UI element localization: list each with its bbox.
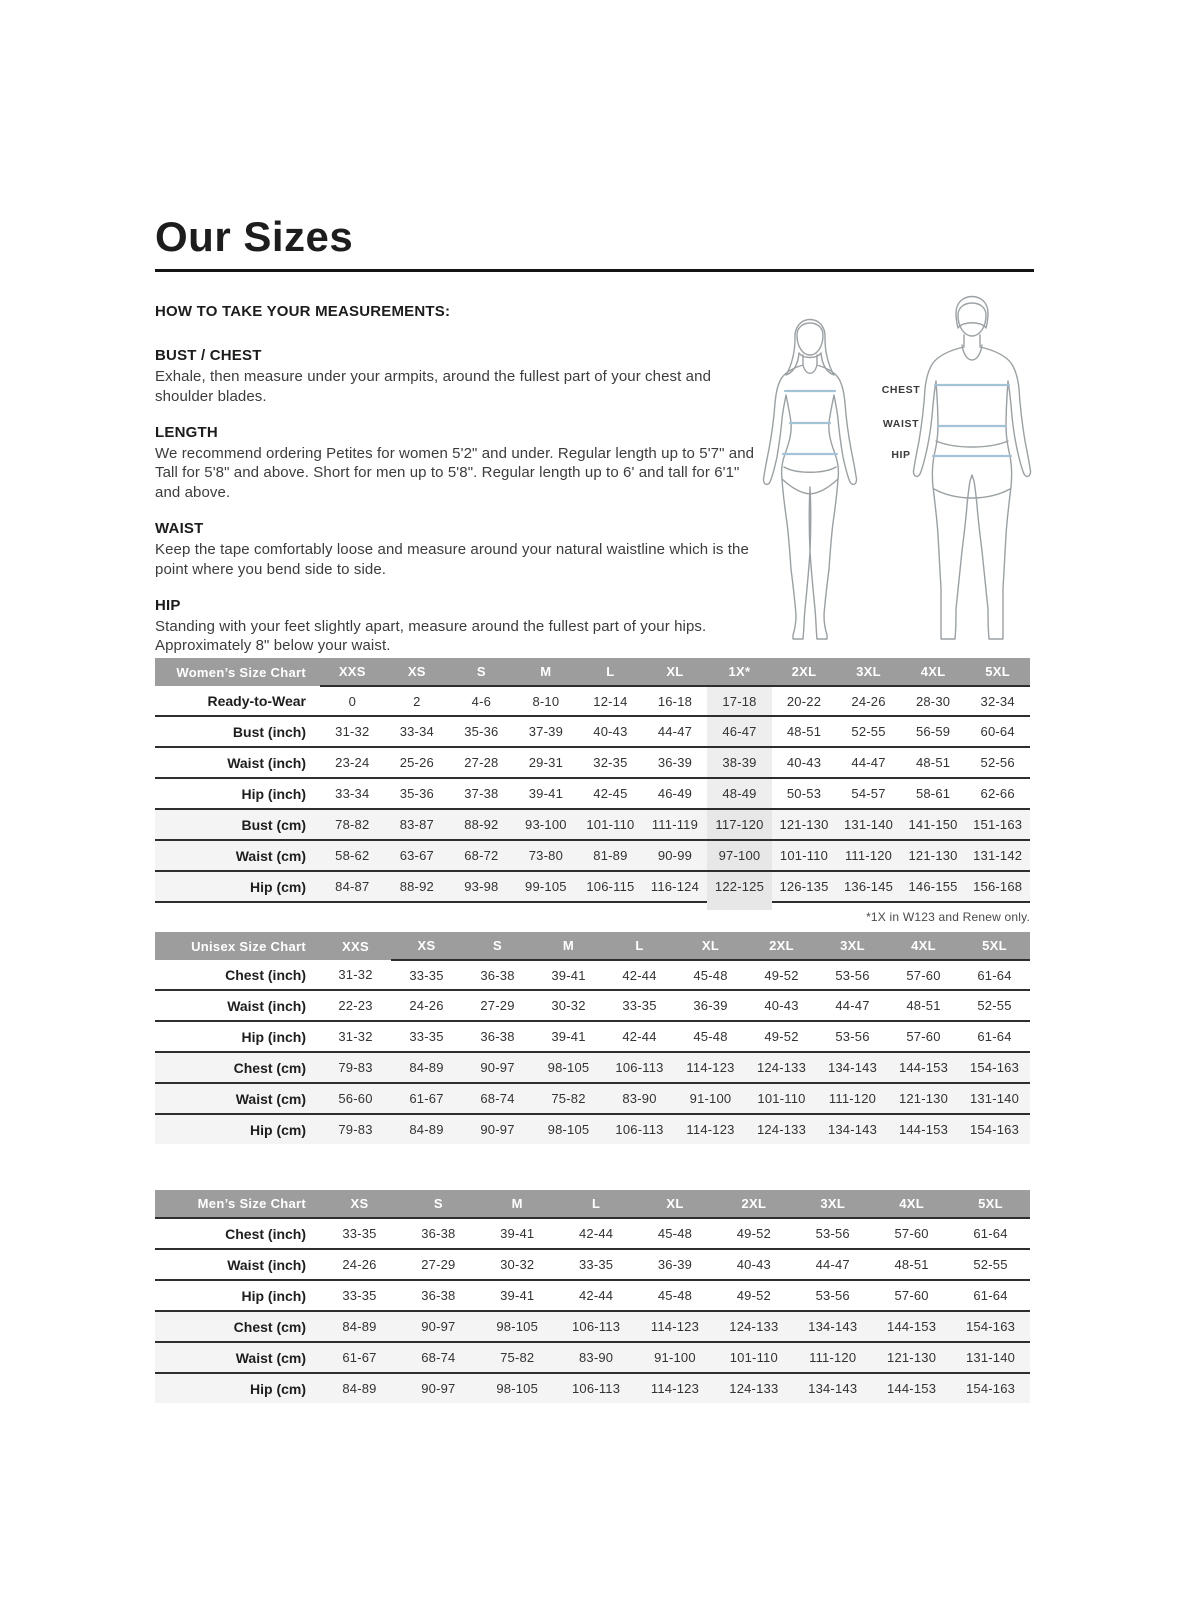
size-value-cell: 40-43 <box>714 1249 793 1280</box>
size-value-cell: 17-18 <box>707 686 772 716</box>
section-title: LENGTH <box>155 423 218 441</box>
size-column-header: M <box>478 1190 557 1218</box>
size-value-cell: 99-105 <box>514 871 579 902</box>
size-value-cell: 33-35 <box>409 967 444 983</box>
unisex-size-chart-section <box>155 932 1030 1144</box>
figure-illustration <box>745 283 1040 651</box>
size-value-cell: 134-143 <box>793 1373 872 1403</box>
size-column-header: 3XL <box>817 932 888 960</box>
size-column-header: XL <box>636 1190 715 1218</box>
size-value-cell: 146-155 <box>901 871 966 902</box>
size-value-cell: 84-87 <box>320 871 385 902</box>
size-value-cell: 84-89 <box>320 1373 399 1403</box>
section-title: HIP <box>155 596 181 614</box>
row-label: Waist (cm) <box>155 1083 320 1114</box>
size-value-cell: 131-142 <box>965 840 1030 871</box>
size-value-cell: 37-38 <box>449 778 514 809</box>
section-body: Keep the tape comfortably loose and measure around your natural waistline which is the point where you bend side to side. <box>155 540 749 578</box>
size-value-cell: 44-47 <box>793 1249 872 1280</box>
size-value-cell: 154-163 <box>959 1114 1030 1144</box>
unisex-size-table <box>155 932 1030 1144</box>
size-value-cell: 136-145 <box>836 871 901 902</box>
size-value-cell: 101-110 <box>578 809 643 840</box>
size-value-cell: 48-51 <box>772 716 837 747</box>
size-value-cell: 90-97 <box>399 1373 478 1403</box>
female-figure-svg <box>751 299 869 649</box>
womens-size-table <box>155 658 1030 903</box>
size-value-cell: 58-62 <box>320 840 385 871</box>
measurement-label-hip: HIP <box>891 449 911 461</box>
size-value-cell: 24-26 <box>851 693 886 709</box>
size-value-cell: 33-35 <box>320 1280 399 1311</box>
size-value-cell: 121-130 <box>888 1083 959 1114</box>
size-value-cell: 93-100 <box>514 809 579 840</box>
table-row <box>155 871 1030 902</box>
section-body: We recommend ordering Petites for women 5'2" and under. Regular length up to 5'7" and Tall for 5'8" and above. Short for men up to 5'8". Regular length up to 6' and tall for 6'1" and above. <box>155 444 755 502</box>
womens-size-chart-section <box>155 658 1030 924</box>
size-value-cell: 32-35 <box>578 747 643 778</box>
size-column-header: L <box>557 1190 636 1218</box>
size-value-cell: 50-53 <box>772 778 837 809</box>
size-value-cell: 134-143 <box>817 1052 888 1083</box>
size-value-cell: 61-67 <box>320 1342 399 1373</box>
size-column-header: L <box>578 658 643 686</box>
row-label: Bust (cm) <box>155 809 320 840</box>
size-column-header: 4XL <box>888 932 959 960</box>
size-value-cell: 122-125 <box>707 871 772 902</box>
section-body: Exhale, then measure under your armpits, around the fullest part of your chest and shoulder blades. <box>155 368 712 405</box>
size-value-cell: 88-92 <box>385 871 450 902</box>
table-row <box>155 1114 1030 1144</box>
size-value-cell: 68-74 <box>462 1083 533 1114</box>
size-value-cell: 36-39 <box>643 747 708 778</box>
row-label: Waist (inch) <box>155 1249 320 1280</box>
size-value-cell: 45-48 <box>657 1226 693 1241</box>
size-value-cell: 44-47 <box>643 716 708 747</box>
size-value-cell: 45-48 <box>693 967 728 983</box>
table-row <box>155 960 1030 990</box>
size-value-cell: 121-130 <box>872 1342 951 1373</box>
size-value-cell: 36-38 <box>462 1021 533 1052</box>
size-value-cell: 39-41 <box>551 967 586 983</box>
size-value-cell: 134-143 <box>817 1114 888 1144</box>
size-value-cell: 73-80 <box>514 840 579 871</box>
size-value-cell: 93-98 <box>449 871 514 902</box>
row-label: Bust (inch) <box>155 716 320 747</box>
page-title: Our Sizes <box>155 213 354 260</box>
size-value-cell: 124-133 <box>714 1373 793 1403</box>
size-value-cell: 27-28 <box>449 747 514 778</box>
size-column-header: S <box>449 658 514 686</box>
size-value-cell: 52-55 <box>836 716 901 747</box>
row-label: Chest (cm) <box>155 1052 320 1083</box>
table-row <box>155 809 1030 840</box>
table-row <box>155 747 1030 778</box>
size-value-cell: 48-51 <box>872 1249 951 1280</box>
size-value-cell: 36-38 <box>421 1226 456 1241</box>
size-value-cell: 39-41 <box>533 1021 604 1052</box>
size-value-cell: 53-56 <box>835 967 870 983</box>
size-column-header: XS <box>391 932 462 960</box>
size-value-cell: 121-130 <box>901 840 966 871</box>
table-header-row <box>155 932 1030 960</box>
row-label: Hip (cm) <box>155 1114 320 1144</box>
size-value-cell: 116-124 <box>643 871 708 902</box>
size-value-cell: 33-35 <box>604 990 675 1021</box>
table-row <box>155 1280 1030 1311</box>
size-column-header: S <box>399 1190 478 1218</box>
size-column-header: 4XL <box>901 658 966 686</box>
size-value-cell: 126-135 <box>772 871 837 902</box>
size-value-cell: 81-89 <box>578 840 643 871</box>
size-value-cell: 83-90 <box>557 1342 636 1373</box>
size-value-cell: 61-64 <box>951 1280 1030 1311</box>
size-value-cell: 56-59 <box>901 716 966 747</box>
size-value-cell: 88-92 <box>449 809 514 840</box>
size-value-cell: 154-163 <box>959 1052 1030 1083</box>
size-value-cell: 114-123 <box>675 1052 746 1083</box>
table-row <box>155 716 1030 747</box>
size-value-cell: 98-105 <box>533 1052 604 1083</box>
size-value-cell: 124-133 <box>746 1114 817 1144</box>
size-value-cell: 90-99 <box>643 840 708 871</box>
size-value-cell: 20-22 <box>786 693 822 709</box>
row-label: Waist (cm) <box>155 840 320 871</box>
size-value-cell: 53-56 <box>793 1280 872 1311</box>
size-value-cell: 44-47 <box>817 990 888 1021</box>
row-label: Hip (cm) <box>155 871 320 902</box>
size-value-cell: 36-38 <box>480 967 515 983</box>
size-value-cell: 40-43 <box>746 990 817 1021</box>
size-value-cell: 38-39 <box>707 747 772 778</box>
size-value-cell: 49-52 <box>736 1226 771 1241</box>
size-value-cell: 54-57 <box>836 778 901 809</box>
size-column-header: 2XL <box>714 1190 793 1218</box>
size-value-cell: 35-36 <box>385 778 450 809</box>
size-value-cell: 23-24 <box>320 747 385 778</box>
row-label: Hip (inch) <box>155 1021 320 1052</box>
size-value-cell: 61-64 <box>977 967 1012 983</box>
row-label: Ready-to-Wear <box>207 692 307 709</box>
row-label: Hip (cm) <box>155 1373 320 1403</box>
size-column-header: XS <box>385 658 450 686</box>
mens-size-table <box>155 1190 1030 1403</box>
size-value-cell: 33-35 <box>557 1249 636 1280</box>
table-row <box>155 1218 1030 1249</box>
size-value-cell: 114-123 <box>675 1114 746 1144</box>
size-column-header: M <box>533 932 604 960</box>
size-value-cell: 57-60 <box>894 1226 929 1241</box>
size-value-cell: 84-89 <box>391 1052 462 1083</box>
size-value-cell: 16-18 <box>657 693 693 709</box>
size-value-cell: 154-163 <box>951 1311 1030 1342</box>
size-value-cell: 68-74 <box>399 1342 478 1373</box>
table-row <box>155 1342 1030 1373</box>
size-value-cell: 131-140 <box>836 809 901 840</box>
size-value-cell: 39-41 <box>514 778 579 809</box>
size-column-header: M <box>514 658 579 686</box>
size-value-cell: 25-26 <box>385 747 450 778</box>
size-value-cell: 52-55 <box>951 1249 1030 1280</box>
table-row <box>155 686 1030 716</box>
male-figure-svg <box>905 283 1040 643</box>
size-value-cell: 42-44 <box>604 1021 675 1052</box>
size-value-cell: 31-32 <box>338 967 373 982</box>
size-value-cell: 40-43 <box>578 716 643 747</box>
size-value-cell: 33-34 <box>320 778 385 809</box>
table-title: Men’s Size Chart <box>155 1190 320 1218</box>
size-value-cell: 49-52 <box>764 967 799 983</box>
size-value-cell: 106-113 <box>604 1114 675 1144</box>
highlight-column-tail <box>707 901 772 910</box>
size-value-cell: 8-10 <box>532 693 560 709</box>
size-value-cell: 58-61 <box>901 778 966 809</box>
size-value-cell: 83-90 <box>604 1083 675 1114</box>
size-column-header: 3XL <box>793 1190 872 1218</box>
size-value-cell: 111-120 <box>836 840 901 871</box>
size-column-header: XXS <box>320 932 391 960</box>
size-value-cell: 42-44 <box>578 1226 614 1241</box>
size-value-cell: 84-89 <box>320 1311 399 1342</box>
size-value-cell: 79-83 <box>320 1114 391 1144</box>
size-value-cell: 48-51 <box>888 990 959 1021</box>
size-value-cell: 42-44 <box>622 967 657 983</box>
size-value-cell: 114-123 <box>636 1373 715 1403</box>
row-label: Waist (cm) <box>155 1342 320 1373</box>
size-value-cell: 42-45 <box>578 778 643 809</box>
size-column-header: 2XL <box>772 658 837 686</box>
size-value-cell: 57-60 <box>888 1021 959 1052</box>
size-value-cell: 31-32 <box>320 716 385 747</box>
size-column-header: 3XL <box>836 658 901 686</box>
row-label: Chest (inch) <box>225 966 306 983</box>
size-value-cell: 141-150 <box>901 809 966 840</box>
instructions-heading: HOW TO TAKE YOUR MEASUREMENTS: <box>155 303 451 320</box>
table-row <box>155 1311 1030 1342</box>
size-value-cell: 156-168 <box>965 871 1030 902</box>
size-value-cell: 45-48 <box>675 1021 746 1052</box>
womens-footnote: *1X in W123 and Renew only. <box>866 910 1030 924</box>
instruction-section-hip <box>155 597 759 657</box>
size-value-cell: 39-41 <box>500 1226 535 1241</box>
size-value-cell: 39-41 <box>478 1280 557 1311</box>
size-value-cell: 131-140 <box>951 1342 1030 1373</box>
size-value-cell: 52-55 <box>959 990 1030 1021</box>
table-row <box>155 1083 1030 1114</box>
size-column-header: 2XL <box>746 932 817 960</box>
size-value-cell: 134-143 <box>793 1311 872 1342</box>
size-value-cell: 4-6 <box>471 693 492 709</box>
size-value-cell: 61-67 <box>391 1083 462 1114</box>
row-label: Chest (inch) <box>225 1225 307 1242</box>
size-value-cell: 60-64 <box>965 716 1030 747</box>
table-row <box>155 1249 1030 1280</box>
instruction-section-waist <box>155 520 759 580</box>
instruction-section-length <box>155 424 759 503</box>
table-row <box>155 990 1030 1021</box>
size-value-cell: 75-82 <box>533 1083 604 1114</box>
size-value-cell: 111-120 <box>793 1342 872 1373</box>
size-value-cell: 61-64 <box>959 1021 1030 1052</box>
size-column-header: XL <box>643 658 708 686</box>
size-value-cell: 35-36 <box>449 716 514 747</box>
size-value-cell: 98-105 <box>478 1311 557 1342</box>
measurement-instructions <box>155 303 759 673</box>
size-value-cell: 49-52 <box>714 1280 793 1311</box>
size-value-cell: 53-56 <box>815 1226 850 1241</box>
size-value-cell: 106-113 <box>604 1052 675 1083</box>
size-value-cell: 121-130 <box>772 809 837 840</box>
size-value-cell: 52-56 <box>965 747 1030 778</box>
size-value-cell: 27-29 <box>462 990 533 1021</box>
size-value-cell: 106-113 <box>557 1311 636 1342</box>
size-value-cell: 12-14 <box>593 693 628 709</box>
size-value-cell: 151-163 <box>965 809 1030 840</box>
size-value-cell: 111-120 <box>817 1083 888 1114</box>
size-value-cell: 144-153 <box>888 1114 959 1144</box>
size-column-header: S <box>462 932 533 960</box>
size-value-cell: 33-35 <box>391 1021 462 1052</box>
size-value-cell: 22-23 <box>320 990 391 1021</box>
size-value-cell: 79-83 <box>320 1052 391 1083</box>
size-column-header: XS <box>320 1190 399 1218</box>
size-value-cell: 124-133 <box>714 1311 793 1342</box>
size-value-cell: 91-100 <box>636 1342 715 1373</box>
row-label: Waist (inch) <box>155 990 320 1021</box>
size-value-cell: 36-39 <box>675 990 746 1021</box>
size-value-cell: 101-110 <box>746 1083 817 1114</box>
size-value-cell: 36-39 <box>636 1249 715 1280</box>
size-value-cell: 98-105 <box>533 1114 604 1144</box>
table-row <box>155 840 1030 871</box>
size-value-cell: 49-52 <box>746 1021 817 1052</box>
size-value-cell: 124-133 <box>746 1052 817 1083</box>
size-value-cell: 32-34 <box>980 693 1015 709</box>
table-row <box>155 778 1030 809</box>
size-value-cell: 37-39 <box>514 716 579 747</box>
size-value-cell: 90-97 <box>399 1311 478 1342</box>
section-body: Standing with your feet slightly apart, measure around the fullest part of your hips. Approximately 8" below your waist. <box>155 617 707 655</box>
size-column-header: 5XL <box>959 932 1030 960</box>
size-column-header: XL <box>675 932 746 960</box>
size-value-cell: 84-89 <box>391 1114 462 1144</box>
size-value-cell: 111-119 <box>643 809 708 840</box>
size-value-cell: 75-82 <box>478 1342 557 1373</box>
size-value-cell: 44-47 <box>836 747 901 778</box>
size-value-cell: 154-163 <box>951 1373 1030 1403</box>
size-value-cell: 27-29 <box>399 1249 478 1280</box>
table-row <box>155 1021 1030 1052</box>
title-divider <box>155 269 1034 272</box>
size-value-cell: 78-82 <box>320 809 385 840</box>
size-value-cell: 45-48 <box>636 1280 715 1311</box>
measurement-label-waist: WAIST <box>882 418 920 430</box>
size-value-cell: 36-38 <box>399 1280 478 1311</box>
size-value-cell: 68-72 <box>449 840 514 871</box>
size-value-cell: 62-66 <box>965 778 1030 809</box>
size-column-header: L <box>604 932 675 960</box>
table-row <box>155 1052 1030 1083</box>
size-value-cell: 30-32 <box>478 1249 557 1280</box>
size-value-cell: 144-153 <box>872 1373 951 1403</box>
measurement-label-chest: CHEST <box>881 384 921 396</box>
size-value-cell: 117-120 <box>707 809 772 840</box>
size-value-cell: 106-115 <box>578 871 643 902</box>
row-label: Waist (inch) <box>155 747 320 778</box>
size-value-cell: 90-97 <box>462 1052 533 1083</box>
section-title: WAIST <box>155 519 204 537</box>
table-header-row <box>155 658 1030 686</box>
mens-size-chart-section <box>155 1190 1030 1403</box>
size-value-cell: 30-32 <box>533 990 604 1021</box>
size-value-cell: 61-64 <box>973 1226 1008 1241</box>
row-label: Hip (inch) <box>155 778 320 809</box>
size-value-cell: 48-51 <box>901 747 966 778</box>
size-value-cell: 91-100 <box>675 1083 746 1114</box>
section-title: BUST / CHEST <box>155 347 262 364</box>
size-value-cell: 31-32 <box>320 1021 391 1052</box>
table-title: Women’s Size Chart <box>155 658 320 686</box>
size-column-header: 5XL <box>965 658 1030 686</box>
size-value-cell: 33-34 <box>385 716 450 747</box>
size-value-cell: 24-26 <box>320 1249 399 1280</box>
size-value-cell: 24-26 <box>391 990 462 1021</box>
size-value-cell: 2 <box>413 693 421 709</box>
size-value-cell: 0 <box>348 693 356 709</box>
size-value-cell: 46-47 <box>707 716 772 747</box>
size-value-cell: 53-56 <box>817 1021 888 1052</box>
size-value-cell: 57-60 <box>872 1280 951 1311</box>
size-value-cell: 83-87 <box>385 809 450 840</box>
size-value-cell: 114-123 <box>636 1311 715 1342</box>
size-value-cell: 98-105 <box>478 1373 557 1403</box>
table-title: Unisex Size Chart <box>155 932 320 960</box>
size-column-header: XXS <box>320 658 385 686</box>
size-value-cell: 42-44 <box>557 1280 636 1311</box>
size-value-cell: 33-35 <box>342 1226 377 1241</box>
row-label: Hip (inch) <box>155 1280 320 1311</box>
size-value-cell: 63-67 <box>385 840 450 871</box>
size-value-cell: 28-30 <box>915 693 951 709</box>
table-row <box>155 1373 1030 1403</box>
size-value-cell: 57-60 <box>906 967 941 983</box>
table-header-row <box>155 1190 1030 1218</box>
size-value-cell: 29-31 <box>514 747 579 778</box>
size-value-cell: 106-113 <box>557 1373 636 1403</box>
size-value-cell: 97-100 <box>707 840 772 871</box>
size-column-header: 5XL <box>951 1190 1030 1218</box>
size-value-cell: 144-153 <box>872 1311 951 1342</box>
size-value-cell: 144-153 <box>888 1052 959 1083</box>
row-label: Chest (cm) <box>155 1311 320 1342</box>
size-column-header: 1X* <box>707 658 772 686</box>
instruction-section-bust-chest <box>155 347 759 407</box>
size-value-cell: 131-140 <box>959 1083 1030 1114</box>
size-value-cell: 90-97 <box>462 1114 533 1144</box>
size-value-cell: 40-43 <box>772 747 837 778</box>
size-value-cell: 46-49 <box>643 778 708 809</box>
size-value-cell: 101-110 <box>772 840 837 871</box>
size-column-header: 4XL <box>872 1190 951 1218</box>
size-value-cell: 56-60 <box>320 1083 391 1114</box>
size-value-cell: 101-110 <box>714 1342 793 1373</box>
size-value-cell: 48-49 <box>707 778 772 809</box>
